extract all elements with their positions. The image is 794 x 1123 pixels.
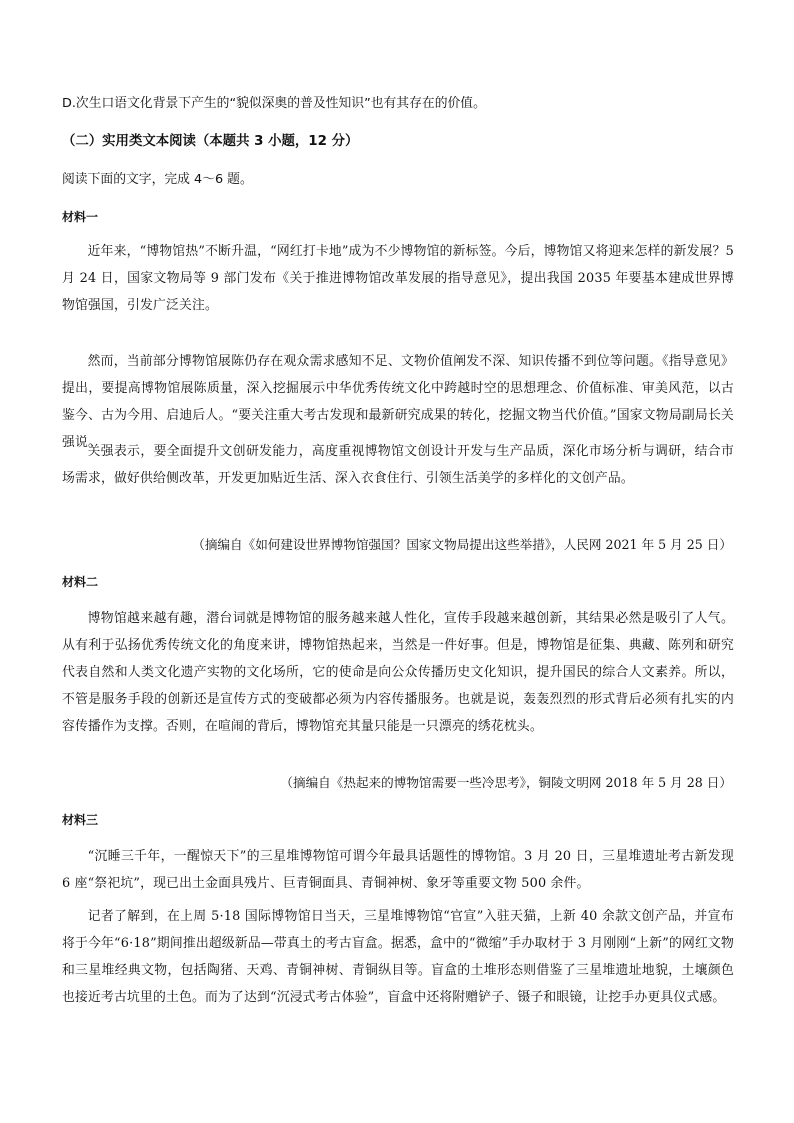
section-title: （二）实用类文本阅读（本题共 3 小题，12 分） [62,134,359,149]
option-d: D.次生口语文化背景下产生的“貌似深奥的普及性知识”也有其存在的价值。 [62,96,486,111]
material-one-label: 材料一 [62,210,99,224]
material-one-paragraph-1: 近年来，“博物馆热”不断升温，“网红打卡地”成为不少博物馆的新标签。今后，博物馆又将迎来怎样的新发展？5 月 24 日，国家文物局等 9 部门发布《关于推进博物馆改革发展的指导意见》，提出我国 2035 年要基本建成世界博物馆强国，引发广泛关注。 [62,244,734,313]
material-two-paragraph-1: 博物馆越来越有趣，潜台词就是博物馆的服务越来越人性化，宣传手段越来越创新，其结果必然是吸引了人气。从有利于弘扬优秀传统文化的角度来讲，博物馆热起来，当然是一件好事。但是，博物馆是征集、典藏、陈列和研究代表自然和人类文化遗产实物的文化场所，它的使命是向公众传播历史文化知识，提升国民的综合人文素养。所以，不管是服务手段的创新还是宣传方式的变破都必须为内容传播服务。也就是说，轰轰烈烈的形式背后必须有扎实的内容传播作为支撑。否则，在喧闹的背后，博物馆充其量只能是一只漂亮的绣花枕头。 [62,611,734,734]
material-three-label: 材料三 [62,813,99,827]
material-three-paragraph-1: “沉睡三千年，一醒惊天下”的三星堆博物馆可谓今年最具话题性的博物馆。3 月 20 日，三星堆遗址考古新发现 6 座“祭祀坑”，现已出土金面具残片、巨青铜面具、青铜神树、象牙等重要文物 500 余件。 [62,849,734,891]
material-three-paragraph-2: 记者了解到，在上周 5·18 国际博物馆日当天，三星堆博物馆“官宣”入驻天猫，上新 40 余款文创产品，并宣布将于今年“6·18”期间推出超级新品—带真土的考古盲盒。据悉，盒中的“微缩”手办取材于 3 月刚刚“上新”的网红文物和三星堆经典文物，包括陶猪、天鸡、青铜神树、青铜纵目等。盲盒的土堆形态则借鉴了三星堆遗址地貌，土壤颜色也接近考古坑里的土色。而为了达到“沉浸式考古体验”，盲盒中还将附赠铲子、镊子和眼镜，让挖手办更具仪式感。 [62,909,734,1005]
instruction: 阅读下面的文字，完成 4～6 题。 [62,172,253,187]
material-one-paragraph-2: 然而，当前部分博物馆展陈仍存在观众需求感知不足、文物价值阐发不深、知识传播不到位等问题。《指导意见》提出，要提高博物馆展陈质量，深入挖掘展示中华优秀传统文化中跨越时空的思想理念、价值标准、审美风范，以古鉴今、古为今用、启迪后人。“要关注重大考古发现和最新研究成果的转化，挖掘文物当代价值。”国家文物局副局长关强说。 [62,354,734,450]
material-one-paragraph-3: 关强表示，要全面提升文创研发能力，高度重视博物馆文创设计开发与生产品质，深化市场分析与调研，结合市场需求，做好供给侧改革，开发更加贴近生活、深入衣食住行、引领生活美学的多样化的文创产品。 [62,444,734,486]
material-two-source: （摘编自《热起来的博物馆需要一些冷思考》，铜陵文明网 2018 年 5 月 28 日） [280,775,732,790]
material-one-source: （摘编自《如何建设世界博物馆强国？国家文物局提出这些举措》，人民网 2021 年 5 月 25 日） [192,537,732,552]
material-two-label: 材料二 [62,575,99,589]
